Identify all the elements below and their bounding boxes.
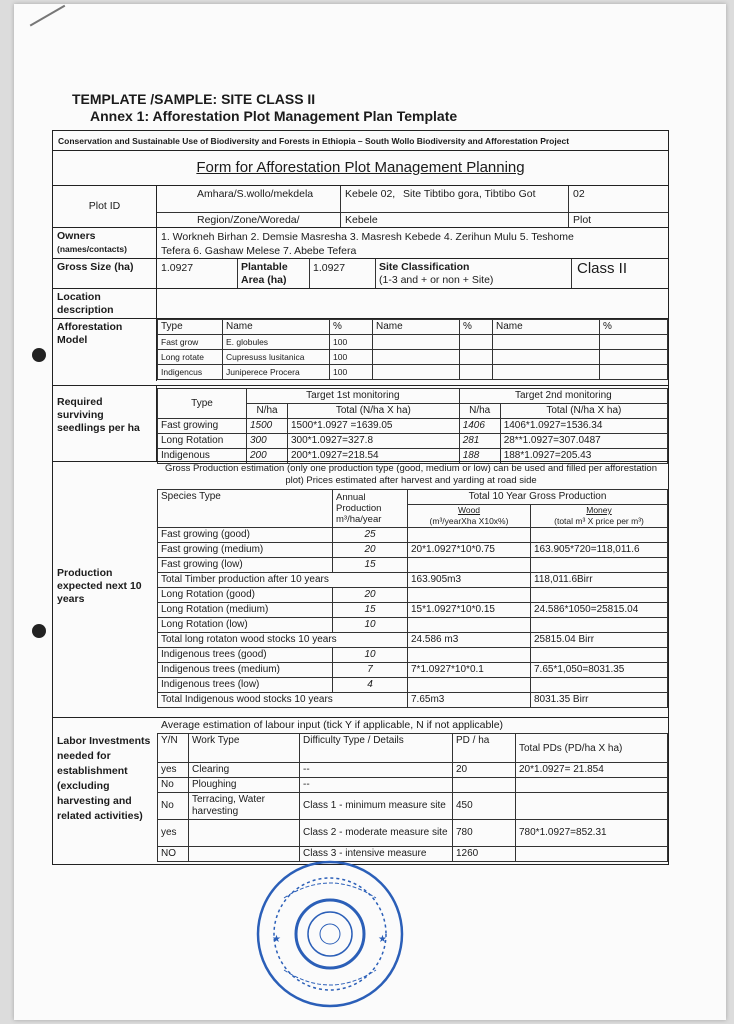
table-row: Indigenous trees (low) 4 [158,678,668,693]
svg-text:★: ★ [272,934,281,945]
region-label: Region/Zone/Woreda/ [197,214,300,226]
plot-number: 02 [573,188,585,200]
table-row: yes Class 2 - moderate measure site 780 780*1.0927=852.31 [158,820,668,847]
model-table [157,319,668,380]
table-row: Fast growing (good) 25 [158,528,668,543]
punch-hole-top [32,348,46,362]
table-row: Indigenous trees (good) 10 [158,648,668,663]
location-row [53,288,668,318]
table-row: Total Timber production after 10 years 163.905m3 118,011.6Birr [158,573,668,588]
owners-label: Owners (names/contacts) [53,228,157,258]
afforestation-model-row [53,318,668,381]
template-heading: TEMPLATE /SAMPLE: SITE CLASS II [72,91,316,107]
table-row: Total long rotaton wood stocks 10 years 24.586 m3 25815.04 Birr [158,633,668,648]
location-label: Location description [53,289,157,318]
gross-size-value: 1.0927 [161,262,194,274]
owners-line-2: Tefera 6. Gashaw Melese 7. Abebe Tefera [161,245,357,257]
owners-line-1: 1. Workneh Birhan 2. Demsie Masresha 3. Masresh Kebede 4. Zerihun Mulu 5. Teshome [161,231,574,243]
table-row: Fast growing 1500 1500*1.0927 =1639.05 1406 1406*1.0927=1536.34 [158,419,668,434]
form-frame [52,130,669,865]
table-row: Fast growing (medium) 20 20*1.0927*10*0.75 163.905*720=118,011.6 [158,543,668,558]
production-label: Production expected next 10 years [57,567,142,605]
labor-intro: Average estimation of labour input (tick Y if applicable, N if not applicable) [161,719,504,731]
plot-label: Plot [573,214,592,226]
table-row: Fast grow E. globules 100 [158,335,668,350]
kebele-value: Kebele 02, [345,188,396,200]
plantable-area-value: 1.0927 [313,262,346,274]
seedlings-label: Required surviving seedlings per ha [53,386,157,461]
annex-heading: Annex 1: Afforestation Plot Management Plan Template [90,108,458,124]
owners-row [53,227,668,258]
table-row: Type Name % Name % Name % [158,320,668,335]
table-row: Type Target 1st monitoring Target 2nd monitoring [158,389,668,404]
table-row: Wood (m³/yearXha X10x%) Money (total m³ X price per m³) [158,505,668,528]
table-row: Long Rotation (medium) 15 15*1.0927*10*0.15 24.586*1050=25815.04 [158,603,668,618]
plot-id-row [53,185,668,227]
table-row: Species Type Annual Production m³/ha/year Total 10 Year Gross Production [158,490,668,505]
svg-text:★: ★ [378,934,387,945]
seedlings-table [157,388,668,464]
table-row: Y/N Work Type Difficulty Type / Details PD / ha Total PDs (PD/ha X ha) [158,734,668,763]
site-classification-label: Site Classification [379,261,470,273]
site-class-value: Class II [577,260,628,277]
table-row: Indigenous trees (medium) 7 7*1.0927*10*0.1 7.65*1,050=8031.35 [158,663,668,678]
paperclip-mark [30,5,71,35]
punch-hole-bottom [32,624,46,638]
gross-size-label: Gross Size (ha) [53,259,157,288]
plot-id-label: Plot ID [53,186,157,227]
table-row: Indigencus Juniperece Procera 100 [158,365,668,380]
labor-label: Labor Investments needed for establishment (excluding harvesting and related activities) [57,735,151,822]
site-classification-hint: (1-3 and + or non + Site) [379,274,494,286]
table-row: N/ha Total (N/ha X ha) N/ha Total (N/ha X ha) [158,404,668,419]
table-row: No Ploughing -- [158,778,668,793]
table-row: Long Rotation 300 300*1.0927=327.8 281 28**1.0927=307.0487 [158,434,668,449]
seedlings-row [53,385,668,461]
table-row: yes Clearing -- 20 20*1.0927= 21.854 [158,763,668,778]
table-row: Long Rotation (low) 10 [158,618,668,633]
labor-row [53,717,668,864]
table-row: Indigenous 200 200*1.0927=218.54 188 188*1.0927=205.43 [158,449,668,464]
production-row [53,461,668,717]
afforestation-model-label: Afforestation Model [53,319,157,381]
area-row [53,258,668,288]
labor-table [157,733,668,862]
site-value: Site Tibtibo gora, Tibtibo Got [403,188,536,200]
region-value: Amhara/S.wollo/mekdela [197,188,314,200]
production-intro: Gross Production estimation (only one production type (good, medium or low) can be used and filled per afforestation plot) Prices estimated after harvest and yarding at road side [165,463,657,486]
kebele-label: Kebele [345,214,378,226]
plantable-area-label: Plantable Area (ha) [241,261,288,286]
production-table [157,489,668,708]
table-row: NO Class 3 - intensive measure 1260 [158,847,668,862]
table-row: Total Indigenous wood stocks 10 years 7.65m3 8031.35 Birr [158,693,668,708]
table-row: No Terracing, Water harvesting Class 1 - minimum measure site 450 [158,793,668,820]
project-banner: Conservation and Sustainable Use of Biodiversity and Forests in Ethiopia – South Wollo Biodiversity and Afforestation Project [53,131,668,151]
table-row: Long Rotation (good) 20 [158,588,668,603]
table-row: Fast growing (low) 15 [158,558,668,573]
form-title: Form for Afforestation Plot Management Planning [196,159,525,176]
table-row: Long rotate Cupresuss lusitanica 100 [158,350,668,365]
official-stamp-seal [254,858,406,1010]
